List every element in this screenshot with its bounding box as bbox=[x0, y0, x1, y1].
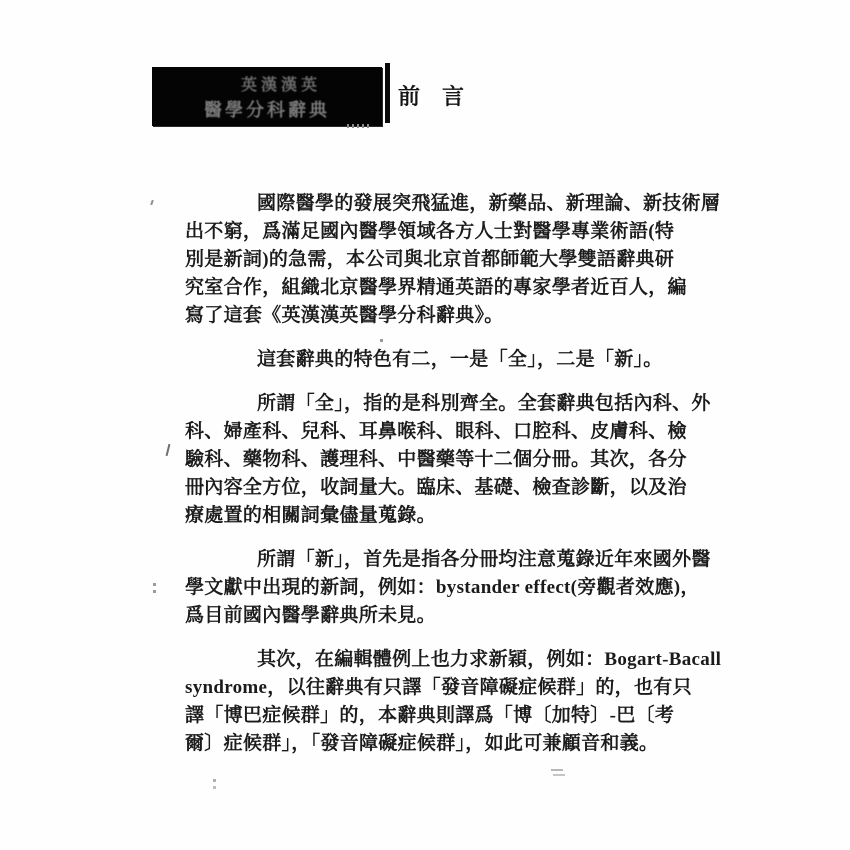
paragraph bbox=[185, 190, 721, 330]
paragraph bbox=[185, 546, 715, 630]
text-line: 其次，在編輯體例上也力求新穎，例如：Bogart-Bacall bbox=[257, 649, 722, 670]
paragraph bbox=[185, 346, 715, 374]
scan-speck bbox=[153, 583, 156, 586]
text-line: syndrome，以往辭典有只譯「發音障礙症候群」的，也有只 bbox=[185, 677, 692, 698]
text-line: 學文獻中出現的新詞，例如：bystander effect(旁觀者效應)， bbox=[185, 577, 700, 598]
text-line: 爾〕症候群」，「發音障礙症候群」，如此可兼顧音和義。 bbox=[185, 733, 659, 754]
text-line: 療處置的相關詞彙儘量蒐錄。 bbox=[185, 505, 436, 526]
book-title-line1: 英漢漢英 bbox=[240, 76, 321, 94]
text-line: 爲目前國內醫學辭典所未見。 bbox=[185, 605, 436, 626]
text-line: 這套辭典的特色有二，一是「全」，二是「新」。 bbox=[257, 349, 663, 370]
book-title-plate bbox=[152, 67, 382, 126]
page-title: 前 言 bbox=[398, 84, 465, 109]
scan-speck bbox=[166, 444, 171, 456]
text-line: 出不窮，爲滿足國內醫學領域各方人士對醫學專業術語(特 bbox=[185, 221, 675, 242]
paragraph bbox=[185, 646, 722, 758]
text-line: 所謂「全」，指的是科別齊全。全套辭典包括內科、外 bbox=[257, 393, 711, 414]
paragraph bbox=[185, 390, 715, 530]
scan-speck bbox=[380, 339, 383, 342]
preface-text bbox=[185, 190, 722, 758]
text-line: 究室合作，組織北京醫學界精通英語的專家學者近百人，編 bbox=[185, 277, 687, 298]
text-line: 科、婦產科、兒科、耳鼻喉科、眼科、口腔科、皮膚科、檢 bbox=[185, 421, 687, 442]
text-line: 國際醫學的發展突飛猛進，新藥品、新理論、新技術層 bbox=[257, 193, 721, 214]
text-line: 冊內容全方位，收詞量大。臨床、基礎、檢查診斷，以及治 bbox=[185, 477, 687, 498]
scan-speck bbox=[213, 779, 216, 782]
text-line: 別是新詞)的急需，本公司與北京首都師範大學雙語辭典研 bbox=[185, 249, 675, 270]
text-line: 譯「博巴症候群」的，本辭典則譯爲「博〔加特〕-巴〔考 bbox=[185, 705, 675, 726]
text-line: 驗科、藥物科、護理科、中醫藥等十二個分冊。其次，各分 bbox=[185, 449, 687, 470]
text-line: 所謂「新」，首先是指各分冊均注意蒐錄近年來國外醫 bbox=[257, 549, 711, 570]
scan-artifact bbox=[347, 124, 371, 128]
scan-speck bbox=[150, 200, 154, 205]
header-divider-rule bbox=[385, 63, 390, 123]
text-line: 寫了這套《英漢漢英醫學分科辭典》。 bbox=[185, 305, 504, 326]
book-title-line2: 醫學分科辭典 bbox=[204, 99, 330, 120]
scan-speck bbox=[551, 769, 563, 771]
